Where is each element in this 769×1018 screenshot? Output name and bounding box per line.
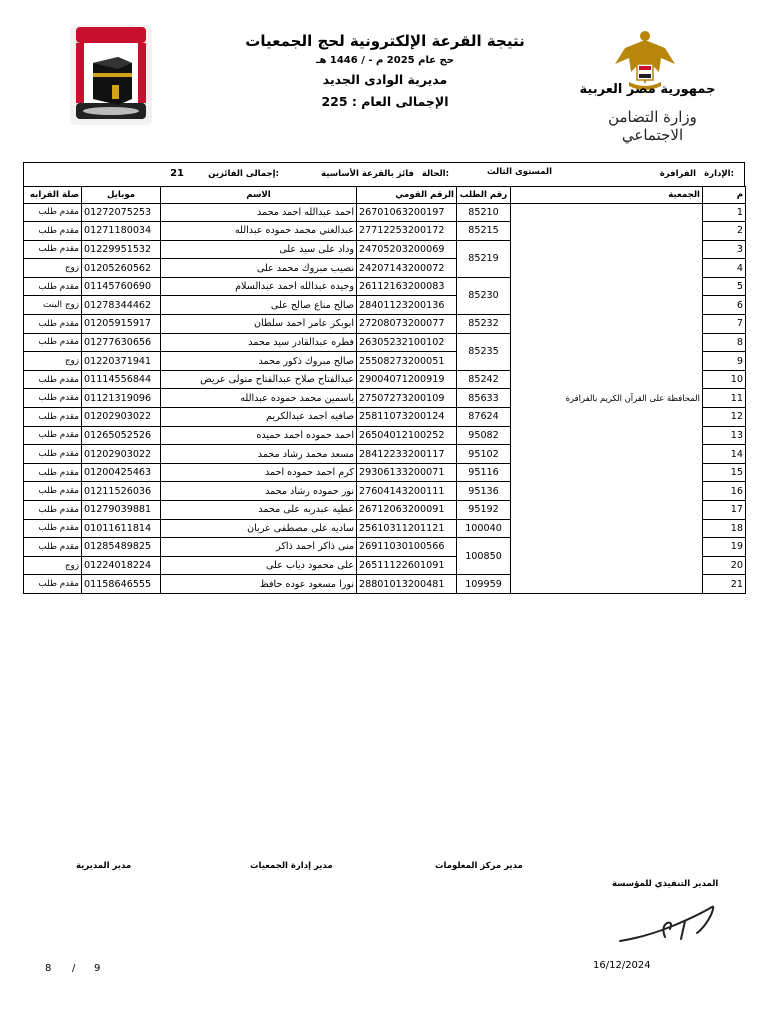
relation-cell: زوج — [24, 259, 82, 278]
relation-cell: زوج البنت — [24, 296, 82, 315]
header-mobile: موبايل — [82, 187, 161, 204]
index-cell: 9 — [703, 352, 746, 371]
director-societies: مدير إدارة الجمعيات — [250, 861, 333, 871]
student-no-cell: 95136 — [457, 482, 511, 501]
director-info-center: مدير مركز المعلومات — [435, 861, 523, 871]
name-cell: على محمود دياب على — [161, 556, 357, 575]
mobile-cell: 01205260562 — [82, 259, 161, 278]
table-row — [24, 203, 746, 222]
mobile-cell: 01211526036 — [82, 482, 161, 501]
national-id-cell: 26701063200197 — [357, 203, 457, 222]
index-cell: 4 — [703, 259, 746, 278]
national-id-cell: 26305232100102 — [357, 333, 457, 352]
index-cell: 19 — [703, 538, 746, 557]
page-title: نتيجة القرعة الإلكترونية لحج الجمعيات — [245, 32, 525, 50]
mobile-cell: 01278344462 — [82, 296, 161, 315]
name-cell: احمد عبدالله احمد محمد — [161, 203, 357, 222]
index-cell: 1 — [703, 203, 746, 222]
level-value: المستوى الثالث — [487, 167, 552, 177]
mobile-cell: 01224018224 — [82, 556, 161, 575]
print-date: 16/12/2024 — [593, 960, 651, 971]
national-id-cell: 27712253200172 — [357, 222, 457, 241]
student-no-cell: 95116 — [457, 463, 511, 482]
index-cell: 7 — [703, 315, 746, 334]
student-no-cell: 100850 — [457, 538, 511, 575]
index-cell: 16 — [703, 482, 746, 501]
name-cell: فطره عبدالقادر سيد محمد — [161, 333, 357, 352]
mobile-cell: 01229951532 — [82, 240, 161, 259]
index-cell: 10 — [703, 370, 746, 389]
index-cell: 11 — [703, 389, 746, 408]
signature — [615, 893, 720, 952]
name-cell: ساديه على مصطفى عريان — [161, 519, 357, 538]
admin-label: الإدارة: — [704, 169, 734, 179]
index-cell: 17 — [703, 501, 746, 520]
relation-cell: مقدم طلب — [24, 315, 82, 334]
mobile-cell: 01279039881 — [82, 501, 161, 520]
national-id-cell: 28412233200117 — [357, 445, 457, 464]
national-id-cell: 28401123200136 — [357, 296, 457, 315]
name-cell: كرم احمد حموده احمد — [161, 463, 357, 482]
student-no-cell: 85235 — [457, 333, 511, 370]
index-cell: 14 — [703, 445, 746, 464]
mobile-cell: 01265052526 — [82, 426, 161, 445]
header-society: الجمعية — [511, 187, 703, 204]
student-no-cell: 85232 — [457, 315, 511, 334]
winners-label: إجمالى الفائزين: — [208, 169, 279, 179]
executive-director: المدير التنفيذي للمؤسسة — [612, 879, 719, 889]
relation-cell: مقدم طلب — [24, 370, 82, 389]
index-cell: 13 — [703, 426, 746, 445]
student-no-cell: 85633 — [457, 389, 511, 408]
national-id-cell: 26511122601091 — [357, 556, 457, 575]
page-current: 8 — [45, 963, 52, 974]
student-no-cell: 85219 — [457, 240, 511, 277]
relation-cell: مقدم طلب — [24, 426, 82, 445]
relation-cell: مقدم طلب — [24, 538, 82, 557]
total-count: الإجمالى العام : 225 — [321, 94, 449, 109]
relation-cell: مقدم طلب — [24, 482, 82, 501]
relation-cell: مقدم طلب — [24, 333, 82, 352]
student-no-cell: 87624 — [457, 408, 511, 427]
student-no-cell: 85215 — [457, 222, 511, 241]
relation-cell: مقدم طلب — [24, 519, 82, 538]
index-cell: 18 — [703, 519, 746, 538]
relation-cell: مقدم طلب — [24, 501, 82, 520]
index-cell: 2 — [703, 222, 746, 241]
name-cell: نصيب مبروك محمد على — [161, 259, 357, 278]
name-cell: منى ذاكر احمد ذاكر — [161, 538, 357, 557]
mobile-cell: 01202903022 — [82, 408, 161, 427]
page-separator: / — [72, 963, 76, 974]
relation-cell: مقدم طلب — [24, 240, 82, 259]
page-total: 9 — [94, 963, 101, 974]
filter-bar — [23, 162, 745, 186]
index-cell: 20 — [703, 556, 746, 575]
national-id-cell: 24207143200072 — [357, 259, 457, 278]
header-student-no: رقم الطلب — [457, 187, 511, 204]
name-cell: وداد على سيد على — [161, 240, 357, 259]
mobile-cell: 01121319096 — [82, 389, 161, 408]
relation-cell: مقدم طلب — [24, 575, 82, 594]
relation-cell: مقدم طلب — [24, 445, 82, 464]
relation-cell: مقدم طلب — [24, 203, 82, 222]
relation-cell: مقدم طلب — [24, 463, 82, 482]
mobile-cell: 01272075253 — [82, 203, 161, 222]
mobile-cell: 01202903022 — [82, 445, 161, 464]
table-header-row — [24, 187, 746, 204]
name-cell: نور حموده رشاد محمد — [161, 482, 357, 501]
mobile-cell: 01277630656 — [82, 333, 161, 352]
mobile-cell: 01285489825 — [82, 538, 161, 557]
mobile-cell: 01220371941 — [82, 352, 161, 371]
name-cell: عبدالفتاح صلاح عبدالفتاح متولى عريض — [161, 370, 357, 389]
index-cell: 3 — [703, 240, 746, 259]
ministry-name: وزارة التضامن الاجتماعي — [608, 108, 697, 144]
national-id-cell: 25610311201121 — [357, 519, 457, 538]
index-cell: 15 — [703, 463, 746, 482]
index-cell: 21 — [703, 575, 746, 594]
name-cell: ابوبكر عامر احمد سلطان — [161, 315, 357, 334]
student-no-cell: 85230 — [457, 277, 511, 314]
mobile-cell: 01200425463 — [82, 463, 161, 482]
name-cell: عطيه عبدربه على محمد — [161, 501, 357, 520]
mobile-cell: 01158646555 — [82, 575, 161, 594]
national-id-cell: 26112163200083 — [357, 277, 457, 296]
status-value: فائز بالقرعة الأساسية — [321, 169, 414, 179]
name-cell: وجيده عبدالله احمد عبدالسلام — [161, 277, 357, 296]
national-id-cell: 29004071200919 — [357, 370, 457, 389]
student-no-cell: 100040 — [457, 519, 511, 538]
mobile-cell: 01011611814 — [82, 519, 161, 538]
national-id-cell: 28801013200481 — [357, 575, 457, 594]
admin-value: الفرافرة — [659, 169, 696, 179]
name-cell: احمد حموده احمد حميده — [161, 426, 357, 445]
national-id-cell: 25811073200124 — [357, 408, 457, 427]
name-cell: مسعد محمد رشاد محمد — [161, 445, 357, 464]
name-cell: صافيه احمد عبدالكريم — [161, 408, 357, 427]
student-no-cell: 95082 — [457, 426, 511, 445]
name-cell: عبدالغني محمد حموده عبدالله — [161, 222, 357, 241]
winners-value: 21 — [170, 168, 184, 179]
relation-cell: مقدم طلب — [24, 389, 82, 408]
mobile-cell: 01145760690 — [82, 277, 161, 296]
header-name: الاسم — [161, 187, 357, 204]
national-id-cell: 26911030100566 — [357, 538, 457, 557]
national-id-cell: 27604143200111 — [357, 482, 457, 501]
relation-cell: مقدم طلب — [24, 222, 82, 241]
national-id-cell: 27507273200109 — [357, 389, 457, 408]
directorate-name: مديرية الوادى الجديد — [322, 72, 448, 87]
status-label: الحالة: — [421, 169, 449, 179]
student-no-cell: 85242 — [457, 370, 511, 389]
relation-cell: مقدم طلب — [24, 408, 82, 427]
national-id-cell: 26712063200091 — [357, 501, 457, 520]
mobile-cell: 01114556844 — [82, 370, 161, 389]
name-cell: نورا مسعود عوده حافظ — [161, 575, 357, 594]
relation-cell: زوج — [24, 556, 82, 575]
society-cell: المحافظة على القرآن الكريم بالفرافرة — [511, 203, 703, 593]
index-cell: 12 — [703, 408, 746, 427]
index-cell: 6 — [703, 296, 746, 315]
header-national-id: الرقم القومي — [357, 187, 457, 204]
national-id-cell: 29306133200071 — [357, 463, 457, 482]
gov-name: جمهورية مصر العربية — [579, 82, 716, 97]
national-id-cell: 25508273200051 — [357, 352, 457, 371]
index-cell: 5 — [703, 277, 746, 296]
header-index: م — [703, 187, 746, 204]
name-cell: صالح مبروك ذكور محمد — [161, 352, 357, 371]
national-id-cell: 24705203200069 — [357, 240, 457, 259]
director-directorate: مدير المديرية — [76, 861, 132, 871]
name-cell: صالح مناع صالح على — [161, 296, 357, 315]
student-no-cell: 109959 — [457, 575, 511, 594]
mobile-cell: 01271180034 — [82, 222, 161, 241]
index-cell: 8 — [703, 333, 746, 352]
header-relation: صلة القرابه — [24, 187, 82, 204]
national-id-cell: 27208073200077 — [357, 315, 457, 334]
results-table — [23, 186, 746, 594]
name-cell: ياسمين محمد حموده عبدالله — [161, 389, 357, 408]
relation-cell: مقدم طلب — [24, 277, 82, 296]
relation-cell: زوج — [24, 352, 82, 371]
mobile-cell: 01205915917 — [82, 315, 161, 334]
season-line: حج عام 2025 م - / 1446 هـ — [316, 55, 454, 66]
student-no-cell: 95102 — [457, 445, 511, 464]
student-no-cell: 95192 — [457, 501, 511, 520]
society-logo — [68, 23, 154, 127]
student-no-cell: 85210 — [457, 203, 511, 222]
national-id-cell: 26504012100252 — [357, 426, 457, 445]
